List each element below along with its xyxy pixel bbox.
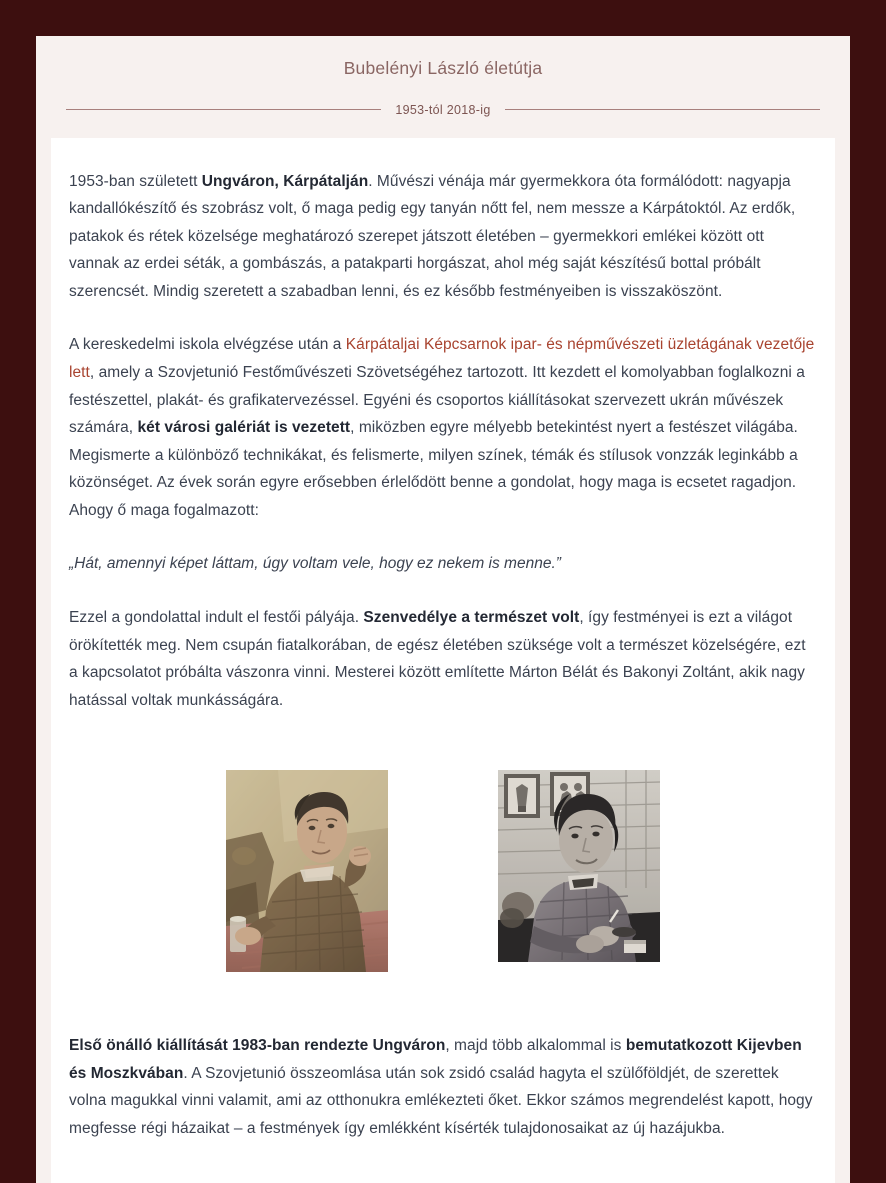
paragraph-4-bold-kiev-moscow: bemutatkozott Kijevben és Moszkvában: [69, 1037, 802, 1082]
paragraph-2-segment-1: A kereskedelmi iskola elvégzése után a: [69, 336, 346, 354]
paragraph-2-segment-3: , miközben egyre mélyebb betekintést nyert a festészet világába. Megismerte a különböző technikákat, és felismerte, milyen színek, témák és stílusok vonzzák leginkább a közönséget. Az évek során egyre erősebben érlelődött benne a gondolat, hogy maga is ecsetet ragadjon. Ahogy ő maga fogalmazott:: [69, 419, 798, 519]
divider-line-left: [66, 109, 381, 110]
paragraph-2-segment-2: , amely a Szovjetunió Festőművészeti Szövetségéhez tartozott. Itt kezdett el komolyabban foglalkozni a festészettel, plakát- és grafikatervezéssel. Egyéni és csoportos kiállításokat szervezett ukrán művészek számára,: [69, 363, 805, 437]
paragraph-4-segment-2: . A Szovjetunió összeomlása után sok zsidó család hagyta el szülőföldjét, de szerettek volna magukkal vinni valamit, ami az otthonukra emlékezteti őket. Ekkor számos megrendelést kapott, hogy megfesse régi házaikat – a festmények így emlékként kísérték tulajdonosaikat az új hazájukba.: [69, 1064, 813, 1138]
document-card: [36, 36, 850, 1183]
paragraph-nature: [69, 604, 817, 714]
document-body: [51, 138, 835, 1183]
paragraph-birth: [69, 168, 817, 306]
portrait-photo-bw: [498, 770, 660, 962]
paragraph-2-bold-galleries: két városi galériát is vezetett: [137, 419, 351, 437]
paragraph-career: [69, 331, 817, 524]
paragraph-1-text-before: 1953-ban született: [69, 172, 202, 190]
paragraph-1-bold-birthplace: Ungváron, Kárpátalján: [201, 172, 369, 190]
document-header: [36, 36, 850, 117]
paragraph-4-bold-first-exhibition: Első önálló kiállítását 1983-ban rendezte Ungváron: [69, 1037, 446, 1055]
paragraph-3-segment-2: , így festményei is ezt a világot örökítették meg. Nem csupán fiatalkorában, de egész életében szüksége volt a természet közelségére, ezt a kapcsolatot próbálta vászonra vinni. Mesterei között említette Márton Bélát és Bakonyi Zoltánt, akik nagy hatással voltak munkásságára.: [69, 609, 806, 709]
paragraph-exhibitions: [69, 1032, 817, 1142]
link-karpataljai-kepcsarnok[interactable]: Kárpátaljai Képcsarnok ipar- és népművészeti üzletágának vezetője lett: [69, 336, 815, 381]
paragraph-3-bold-passion: Szenvedélye a természet volt: [363, 609, 580, 627]
page-title: Bubelényi László életútja: [343, 58, 543, 78]
paragraph-4-segment-1: , majd több alkalommal is: [445, 1037, 626, 1055]
photo-gallery: [69, 754, 817, 988]
divider-line-right: [505, 109, 820, 110]
paragraph-3-segment-1: Ezzel a gondolattal indult el festői pályája.: [69, 609, 364, 627]
pull-quote: „Hát, amennyi képet láttam, úgy voltam vele, hogy ez nekem is menne.”: [69, 555, 561, 573]
subtitle-divider: [66, 103, 820, 117]
paragraph-1-text-after: . Művészi vénája már gyermekkora óta formálódott: nagyapja kandallókészítő és szobrász volt, ő maga pedig egy tanyán nőtt fel, nem messze a Kárpátoktól. Az erdők, patakok és rétek közelsége meghatározó szerepet játszott életében – gyermekkori emlékei között ott vannak az erdei séták, a gombászás, a patakparti horgászat, ahol még saját készítésű bottal próbált szerencsét. Mindig szeretett a szabadban lenni, és ez később festményeiben is visszaköszönt.: [69, 172, 796, 300]
date-range-subtitle: 1953-tól 2018-ig: [395, 102, 491, 117]
portrait-photo-sepia: [226, 770, 388, 972]
